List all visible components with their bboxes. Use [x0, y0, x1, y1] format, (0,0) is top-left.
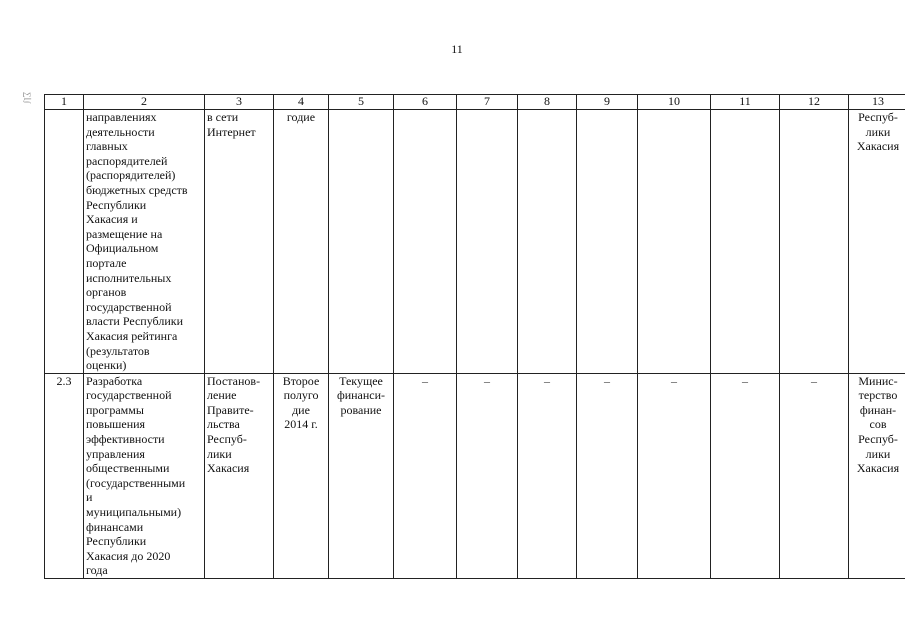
- table-cell-document: в сети Интернет: [205, 110, 274, 374]
- data-table: [44, 94, 905, 579]
- table-cell: –: [577, 373, 638, 578]
- header-cell: 10: [638, 95, 711, 110]
- table-row: [45, 373, 905, 578]
- table-cell-activity: направлениях деятельности главных распорядителей (распорядителей) бюджетных средств Республики Хакасия и размещение на Официальном портале исполнительных органов государственной власти Республики Хакасия рейтинга (результатов оценки): [84, 110, 205, 374]
- table-cell-activity: Разработка государственной программы повышения эффективности управления общественными (государственными и муниципальными) финансами Республики Хакасия до 2020 года: [84, 373, 205, 578]
- table-cell-financing: [329, 110, 394, 374]
- header-cell: 1: [45, 95, 84, 110]
- header-cell: 8: [518, 95, 577, 110]
- table-cell: [711, 110, 780, 374]
- header-cell: 4: [274, 95, 329, 110]
- table-cell: [457, 110, 518, 374]
- header-cell: 7: [457, 95, 518, 110]
- table-cell: –: [711, 373, 780, 578]
- table-cell-number: [45, 110, 84, 374]
- header-cell: 11: [711, 95, 780, 110]
- header-cell: 13: [849, 95, 905, 110]
- table-cell-financing: Текущее финанси- рование: [329, 373, 394, 578]
- table-cell: –: [518, 373, 577, 578]
- table-cell-responsible: Респуб- лики Хакасия: [849, 110, 905, 374]
- table-cell-document: Постанов- ление Правите- льства Респуб- лики Хакасия: [205, 373, 274, 578]
- table-cell: [780, 110, 849, 374]
- table-cell: –: [638, 373, 711, 578]
- header-row: [45, 95, 905, 110]
- table-cell: [577, 110, 638, 374]
- table-cell-number: 2.3: [45, 373, 84, 578]
- margin-mark: ∑⌊∫: [23, 92, 32, 104]
- page-number: 11: [451, 42, 463, 56]
- table-cell-term: годие: [274, 110, 329, 374]
- header-cell: 6: [394, 95, 457, 110]
- table-cell: –: [394, 373, 457, 578]
- table-cell-responsible: Минис- терство финан- сов Респуб- лики Хакасия: [849, 373, 905, 578]
- header-cell: 3: [205, 95, 274, 110]
- table-cell: –: [457, 373, 518, 578]
- header-cell: 5: [329, 95, 394, 110]
- header-cell: 9: [577, 95, 638, 110]
- table-cell-term: Второе полуго дие 2014 г.: [274, 373, 329, 578]
- table-cell: [394, 110, 457, 374]
- table-cell: [638, 110, 711, 374]
- table-cell: [518, 110, 577, 374]
- header-cell: 12: [780, 95, 849, 110]
- header-cell: 2: [84, 95, 205, 110]
- table-cell: –: [780, 373, 849, 578]
- table-row: [45, 110, 905, 374]
